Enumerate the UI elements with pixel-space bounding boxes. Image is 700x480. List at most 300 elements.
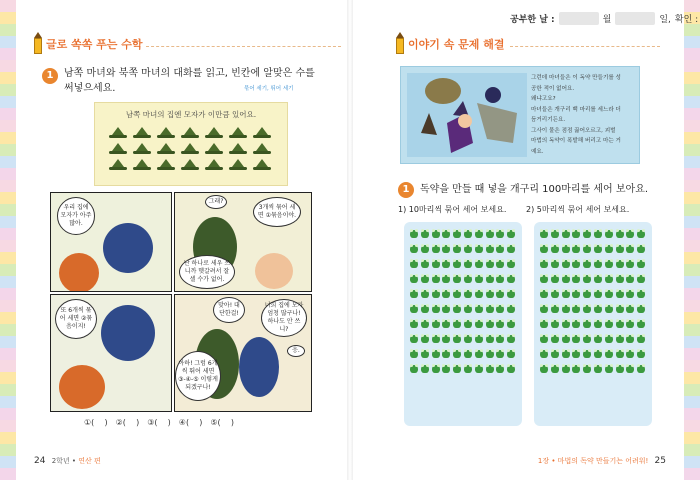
story-line: 그사이 물은 점점 끓어오르고, 괴벌 xyxy=(531,127,616,134)
frog-icon xyxy=(475,275,483,283)
frog-icon xyxy=(432,245,440,253)
frog-icon xyxy=(616,230,624,238)
frog-icon xyxy=(605,365,613,373)
frog-icon xyxy=(616,335,624,343)
frog-icon xyxy=(486,305,494,313)
frog-icon xyxy=(432,230,440,238)
frog-icon xyxy=(486,245,494,253)
frog-icon xyxy=(486,365,494,373)
frog-icon xyxy=(486,230,494,238)
frog-icon xyxy=(410,305,418,313)
frog-icon xyxy=(464,305,472,313)
frog-icon xyxy=(453,335,461,343)
section-divider xyxy=(510,46,660,48)
frog-icon xyxy=(594,230,602,238)
frog-icon xyxy=(507,290,515,298)
frog-icon xyxy=(616,290,624,298)
pencil-icon xyxy=(34,34,42,54)
frog-icon xyxy=(637,260,645,268)
frog-icon xyxy=(496,275,504,283)
frog-icon xyxy=(605,305,613,313)
frog-icon xyxy=(562,335,570,343)
frog-icon xyxy=(637,290,645,298)
frog-icon xyxy=(572,290,580,298)
frog-icon xyxy=(626,290,634,298)
frog-icon xyxy=(605,275,613,283)
frog-icon xyxy=(616,260,624,268)
frog-icon xyxy=(410,275,418,283)
north-witch-figure-3 xyxy=(101,305,155,361)
frog-icon xyxy=(421,245,429,253)
frog-icon xyxy=(442,365,450,373)
frog-icon xyxy=(583,260,591,268)
frog-icon xyxy=(475,305,483,313)
frog-icon xyxy=(637,230,645,238)
frog-icon xyxy=(562,260,570,268)
frog-icon xyxy=(410,350,418,358)
frog-icon xyxy=(442,260,450,268)
story-line: 마법의 독약이 폭발해 버리고 마는 거 xyxy=(531,138,621,144)
frog-icon xyxy=(594,245,602,253)
frog-icon xyxy=(486,335,494,343)
frog-icon xyxy=(540,275,548,283)
frog-icon xyxy=(626,335,634,343)
speech-bubble-4: 3개씩 묶어 세면 ①묶음이야. xyxy=(253,197,301,227)
month-blank[interactable] xyxy=(559,12,599,25)
frog-icon xyxy=(410,320,418,328)
frog-icon xyxy=(562,275,570,283)
frog-icon xyxy=(572,230,580,238)
frog-icon xyxy=(421,350,429,358)
frog-icon xyxy=(421,230,429,238)
frog-icon xyxy=(421,260,429,268)
frog-icon xyxy=(551,230,559,238)
hat-icon xyxy=(181,127,199,138)
frog-icon xyxy=(616,275,624,283)
frog-icon xyxy=(637,320,645,328)
frog-icon xyxy=(616,245,624,253)
problem-text-line-2: 써넣으세요. xyxy=(64,83,116,94)
frog-icon xyxy=(486,275,494,283)
frog-icon xyxy=(583,275,591,283)
frog-icon xyxy=(410,365,418,373)
frog-icon xyxy=(432,305,440,313)
frog-icon xyxy=(464,230,472,238)
skill-note: 묶어 세기, 뛰어 세기 xyxy=(244,86,294,92)
frog-icon xyxy=(594,275,602,283)
frog-icon xyxy=(551,245,559,253)
hat-icon xyxy=(253,143,271,154)
witch-cauldron-illustration xyxy=(407,73,527,157)
frog-icon xyxy=(507,350,515,358)
answer-3[interactable]: ③( ) xyxy=(147,418,171,427)
frog-icon xyxy=(605,260,613,268)
frog-icon xyxy=(594,365,602,373)
frog-icon xyxy=(432,320,440,328)
hat-icon xyxy=(205,159,223,170)
left-section-header xyxy=(34,34,143,54)
story-box xyxy=(400,66,640,164)
frog-icon xyxy=(626,320,634,328)
frog-icon xyxy=(616,350,624,358)
frog-icon xyxy=(432,275,440,283)
frog-icon xyxy=(442,290,450,298)
frog-icon xyxy=(496,230,504,238)
frog-icon xyxy=(475,335,483,343)
left-footer: 24 2학년 • 연산 편 xyxy=(34,456,101,466)
frog-icon xyxy=(464,320,472,328)
answer-1[interactable]: ①( ) xyxy=(84,418,108,427)
frog-icon xyxy=(496,335,504,343)
speech-bubble-1: 우리 집에 모자가 아주 많아. xyxy=(57,197,95,235)
frog-icon xyxy=(464,275,472,283)
frog-icon xyxy=(637,350,645,358)
hat-icon xyxy=(205,127,223,138)
frog-icon xyxy=(507,320,515,328)
north-witch-figure-4 xyxy=(239,337,279,397)
day-label: 일, xyxy=(659,15,671,25)
hat-icon xyxy=(157,127,175,138)
frog-icon xyxy=(496,350,504,358)
frog-icon xyxy=(572,305,580,313)
month-label: 월 xyxy=(602,15,612,25)
comic-panel-3 xyxy=(50,294,172,412)
frog-icon xyxy=(551,335,559,343)
frog-icon xyxy=(583,320,591,328)
frog-icon xyxy=(507,230,515,238)
speech-bubble-9: 너희 집에 모자 엄청 많구나! 하나도 안 쓰니? xyxy=(261,299,307,337)
answer-row xyxy=(84,418,234,427)
section-divider xyxy=(146,46,341,48)
story-line: 왜냐고요? xyxy=(531,96,556,102)
frog-icon xyxy=(572,320,580,328)
frog-icon xyxy=(626,275,634,283)
frog-icon xyxy=(616,365,624,373)
frog-icon xyxy=(453,275,461,283)
frog-grid-2 xyxy=(540,230,648,373)
frog-icon xyxy=(496,365,504,373)
frog-icon xyxy=(442,350,450,358)
frog-icon xyxy=(475,320,483,328)
frog-icon xyxy=(626,365,634,373)
check-label: 확인 : xyxy=(674,15,699,25)
frog-icon xyxy=(551,305,559,313)
frog-icon xyxy=(496,260,504,268)
frog-icon xyxy=(594,305,602,313)
frog-icon xyxy=(583,290,591,298)
frog-icon xyxy=(583,230,591,238)
hat-icon xyxy=(109,127,127,138)
frog-icon xyxy=(507,275,515,283)
frog-icon xyxy=(616,320,624,328)
frog-icon xyxy=(496,305,504,313)
right-page-number: 25 xyxy=(654,456,666,466)
frog-icon xyxy=(442,230,450,238)
frog-icon xyxy=(551,275,559,283)
hat-icon xyxy=(205,143,223,154)
frog-icon xyxy=(626,260,634,268)
frog-icon xyxy=(572,260,580,268)
frog-icon xyxy=(421,305,429,313)
frog-icon xyxy=(410,260,418,268)
right-decorative-stripe xyxy=(684,0,700,480)
answer-5[interactable]: ⑤( ) xyxy=(210,418,234,427)
frog-icon xyxy=(475,350,483,358)
hat-icon xyxy=(229,127,247,138)
left-page xyxy=(16,0,350,480)
day-blank[interactable] xyxy=(615,12,655,25)
frog-icon xyxy=(453,245,461,253)
north-witch-figure-2 xyxy=(255,253,293,289)
frog-icon xyxy=(475,230,483,238)
hat-icon xyxy=(157,143,175,154)
frog-icon xyxy=(540,365,548,373)
frog-icon xyxy=(486,350,494,358)
frog-icon xyxy=(540,350,548,358)
frog-icon xyxy=(540,305,548,313)
frog-icon xyxy=(486,320,494,328)
problem-text xyxy=(64,66,342,96)
frog-icon xyxy=(453,230,461,238)
frog-icon xyxy=(637,275,645,283)
frog-icon xyxy=(507,305,515,313)
frog-icon xyxy=(594,290,602,298)
speech-bubble-10: 응. xyxy=(287,345,305,357)
frog-icon xyxy=(464,335,472,343)
frog-icon xyxy=(464,260,472,268)
hat-icon xyxy=(133,143,151,154)
hat-icon xyxy=(229,159,247,170)
frog-icon xyxy=(496,290,504,298)
hat-icon xyxy=(253,159,271,170)
frog-icon xyxy=(486,260,494,268)
frog-icon xyxy=(453,350,461,358)
frog-icon xyxy=(453,320,461,328)
speech-bubble-6: 또 6개씩 묶어 세면 ②묶음이지! xyxy=(55,299,97,339)
frog-icon xyxy=(507,260,515,268)
comic-panel-2 xyxy=(174,192,312,292)
frog-icon xyxy=(572,275,580,283)
problem-number-badge: 1 xyxy=(42,68,58,84)
story-line: 듬거리기든요. xyxy=(531,117,566,123)
story-line: 마녀들은 개구리 백 마리를 세느라 더 xyxy=(531,106,621,113)
right-section-header xyxy=(396,34,505,54)
frog-icon xyxy=(551,320,559,328)
frog-icon xyxy=(442,275,450,283)
frog-icon xyxy=(572,245,580,253)
frog-icon xyxy=(410,245,418,253)
south-witch-figure xyxy=(59,253,99,292)
hat-icon xyxy=(109,159,127,170)
hat-icon xyxy=(229,143,247,154)
answer-2[interactable]: ②( ) xyxy=(115,418,140,427)
hat-grid xyxy=(109,127,277,170)
left-page-number: 24 xyxy=(34,456,46,466)
frog-icon xyxy=(605,335,613,343)
frog-icon xyxy=(421,275,429,283)
frog-icon xyxy=(551,350,559,358)
frog-icon xyxy=(605,290,613,298)
frog-icon xyxy=(637,335,645,343)
frog-icon xyxy=(507,245,515,253)
frog-icon xyxy=(583,335,591,343)
frog-icon xyxy=(562,350,570,358)
frog-icon xyxy=(626,350,634,358)
frog-icon xyxy=(507,365,515,373)
footer-book: 연산 편 xyxy=(78,457,101,465)
right-problem-text: 독약을 만들 때 넣을 개구리 100마리를 세어 보아요. xyxy=(420,184,649,195)
frog-icon xyxy=(421,335,429,343)
left-decorative-stripe xyxy=(0,0,16,480)
frog-icon xyxy=(507,335,515,343)
frog-icon xyxy=(475,260,483,268)
frog-grid-1 xyxy=(410,230,518,373)
frog-icon xyxy=(594,320,602,328)
frog-icon xyxy=(496,245,504,253)
frog-icon xyxy=(432,350,440,358)
frog-icon xyxy=(410,290,418,298)
frog-icon xyxy=(540,245,548,253)
frog-icon xyxy=(442,245,450,253)
frog-icon xyxy=(421,290,429,298)
frog-icon xyxy=(562,230,570,238)
subquestion-1: 1) 10마리씩 묶어 세어 보세요. xyxy=(398,205,507,214)
speech-bubble-2: 그래? xyxy=(205,195,227,209)
footer-chapter: 1장 • 마법의 독약 만들기는 어려워! xyxy=(537,457,649,465)
frog-icon xyxy=(605,245,613,253)
story-illustration xyxy=(407,73,527,157)
frog-icon xyxy=(464,365,472,373)
comic-strip xyxy=(50,192,310,412)
frog-icon xyxy=(410,230,418,238)
frog-icon xyxy=(562,290,570,298)
footer-grade: 2학년 xyxy=(51,457,70,465)
frog-icon xyxy=(442,305,450,313)
frog-icon xyxy=(464,290,472,298)
frog-icon xyxy=(551,365,559,373)
hat-icon xyxy=(109,143,127,154)
hat-icon xyxy=(181,143,199,154)
frog-icon xyxy=(475,245,483,253)
frog-box-2 xyxy=(534,222,652,426)
hat-icon xyxy=(181,159,199,170)
frog-icon xyxy=(583,245,591,253)
frog-icon xyxy=(594,260,602,268)
frog-icon xyxy=(583,350,591,358)
frog-icon xyxy=(421,320,429,328)
frog-icon xyxy=(453,365,461,373)
frog-icon xyxy=(464,245,472,253)
frog-icon xyxy=(540,230,548,238)
left-section-title: 글로 쏙쏙 푸는 수학 xyxy=(46,38,143,51)
study-date-label: 공부한 날 : xyxy=(510,15,555,25)
north-witch-figure xyxy=(103,223,153,273)
frog-icon xyxy=(453,260,461,268)
study-date-row xyxy=(510,12,700,25)
frog-box-1 xyxy=(404,222,522,426)
frog-icon xyxy=(475,365,483,373)
frog-icon xyxy=(432,335,440,343)
frog-icon xyxy=(626,245,634,253)
frog-icon xyxy=(562,305,570,313)
story-line: 공한 적이 없어요. xyxy=(531,85,575,92)
right-section-title: 이야기 속 문제 해결 xyxy=(408,38,505,51)
speech-bubble-5: 난 하나로 세우 쓰니까 헷갈려서 잘 셀 수가 없어. xyxy=(179,255,235,289)
speech-bubble-8: 아하! 그럼 6개씩 뛰어 세면 ③-④-⑤ 이렇게 되겠구나! xyxy=(175,351,221,401)
frog-icon xyxy=(540,260,548,268)
frog-icon xyxy=(540,320,548,328)
comic-panel-1 xyxy=(50,192,172,292)
frog-icon xyxy=(637,245,645,253)
frog-icon xyxy=(442,320,450,328)
hat-icon xyxy=(253,127,271,138)
hat-icon xyxy=(157,159,175,170)
frog-icon xyxy=(605,320,613,328)
frog-icon xyxy=(540,335,548,343)
problem-text-line-1: 남쪽 마녀와 북쪽 마녀의 대화를 읽고, 빈칸에 알맞은 수를 xyxy=(64,68,315,79)
frog-icon xyxy=(562,320,570,328)
frog-icon xyxy=(626,230,634,238)
frog-icon xyxy=(421,365,429,373)
pencil-icon xyxy=(396,34,404,54)
frog-icon xyxy=(540,290,548,298)
frog-icon xyxy=(551,260,559,268)
comic-panel-4 xyxy=(174,294,312,412)
frog-icon xyxy=(594,335,602,343)
right-footer xyxy=(538,456,670,466)
frog-icon xyxy=(626,305,634,313)
story-line: 예요. xyxy=(531,148,544,155)
frog-icon xyxy=(605,350,613,358)
frog-icon xyxy=(583,365,591,373)
frog-icon xyxy=(432,290,440,298)
story-text xyxy=(531,73,633,157)
hat-box xyxy=(94,102,288,186)
frog-icon xyxy=(464,350,472,358)
frog-icon xyxy=(432,260,440,268)
frog-icon xyxy=(453,290,461,298)
frog-icon xyxy=(562,365,570,373)
story-line: 그런데 마녀들은 이 독약 만들기를 성 xyxy=(531,75,621,81)
frog-icon xyxy=(432,365,440,373)
hat-icon xyxy=(133,127,151,138)
problem-number-badge: 1 xyxy=(398,182,414,198)
frog-icon xyxy=(572,350,580,358)
frog-icon xyxy=(572,365,580,373)
hat-icon xyxy=(133,159,151,170)
frog-icon xyxy=(453,305,461,313)
frog-icon xyxy=(475,290,483,298)
south-witch-figure-3 xyxy=(59,365,105,409)
frog-icon xyxy=(442,335,450,343)
right-page xyxy=(350,0,699,480)
hat-caption: 남쪽 마녀의 집엔 모자가 이만큼 있어요. xyxy=(125,110,257,119)
frog-icon xyxy=(637,365,645,373)
frog-icon xyxy=(496,320,504,328)
frog-icon xyxy=(410,335,418,343)
frog-icon xyxy=(562,245,570,253)
frog-icon xyxy=(486,290,494,298)
frog-icon xyxy=(594,350,602,358)
frog-icon xyxy=(583,305,591,313)
answer-4[interactable]: ④( ) xyxy=(178,418,203,427)
frog-icon xyxy=(551,290,559,298)
frog-icon xyxy=(605,230,613,238)
subquestion-2: 2) 5마리씩 묶어 세어 보세요. xyxy=(526,205,630,214)
frog-icon xyxy=(616,305,624,313)
frog-icon xyxy=(572,335,580,343)
frog-icon xyxy=(637,305,645,313)
